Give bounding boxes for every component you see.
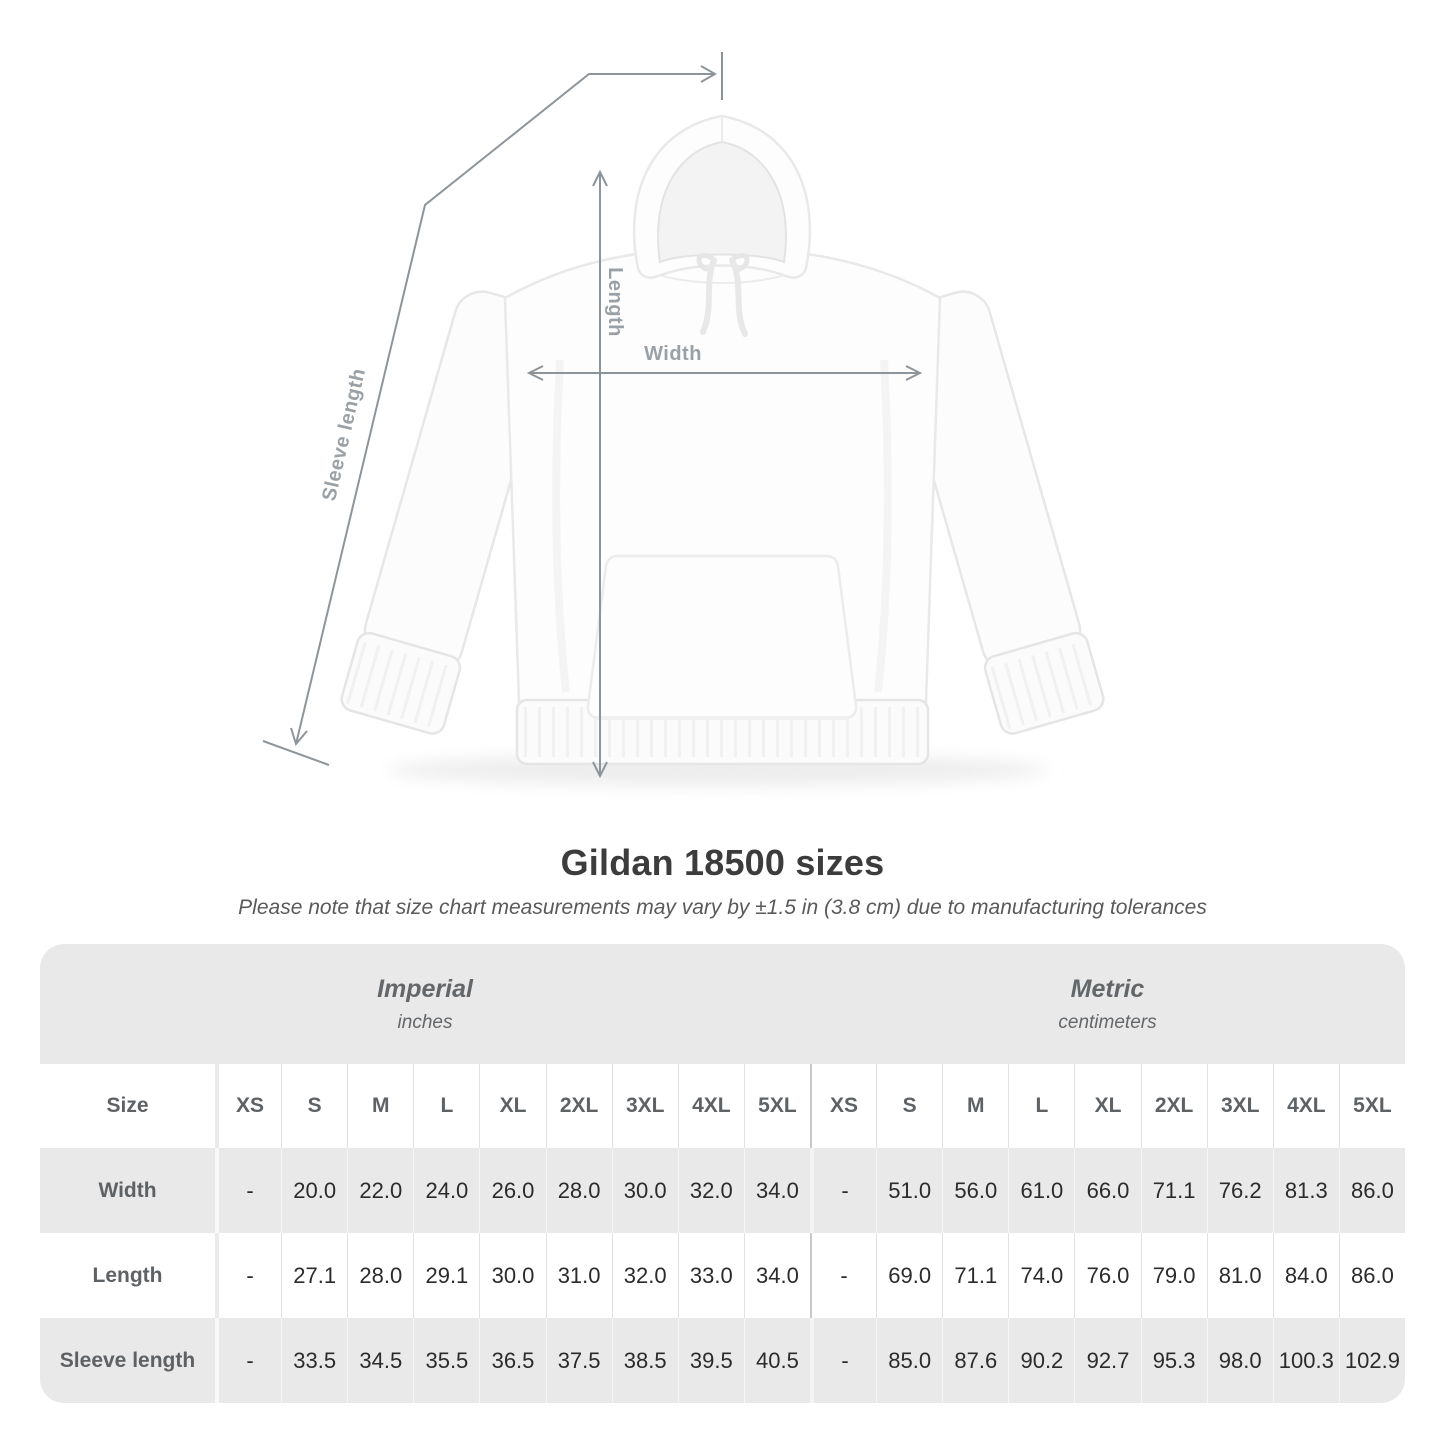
sleeve-metric-3xl: 98.0	[1207, 1318, 1273, 1403]
hoodie-illustration	[339, 116, 1106, 786]
length-metric-m: 71.1	[942, 1233, 1008, 1318]
sleeve-imperial-xs: -	[215, 1318, 281, 1403]
sleeve-metric-5xl: 102.9	[1339, 1318, 1405, 1403]
size-col-imperial-3xl: 3XL	[612, 1064, 678, 1148]
size-col-metric-xs: XS	[810, 1064, 876, 1148]
width-metric-3xl: 76.2	[1207, 1148, 1273, 1233]
sleeve-length-label: Sleeve length	[318, 366, 371, 504]
sleeve-metric-2xl: 95.3	[1141, 1318, 1207, 1403]
width-metric-m: 56.0	[942, 1148, 1008, 1233]
size-col-metric-m: M	[942, 1064, 1008, 1148]
size-col-metric-2xl: 2XL	[1141, 1064, 1207, 1148]
sleeve-imperial-m: 34.5	[347, 1318, 413, 1403]
size-header-row	[40, 1064, 1405, 1148]
length-metric-xs: -	[810, 1233, 876, 1318]
table-row-sleeve-length	[40, 1318, 1405, 1403]
sleeve-imperial-3xl: 38.5	[612, 1318, 678, 1403]
width-metric-2xl: 71.1	[1141, 1148, 1207, 1233]
size-col-imperial-xl: XL	[479, 1064, 545, 1148]
row-header-length: Length	[92, 1263, 163, 1287]
width-imperial-s: 20.0	[281, 1148, 347, 1233]
size-col-imperial-5xl: 5XL	[744, 1064, 810, 1148]
length-imperial-xs: -	[215, 1233, 281, 1318]
length-metric-xl: 76.0	[1074, 1233, 1140, 1318]
metric-group-header	[810, 944, 1405, 1064]
row-header-width: Width	[98, 1178, 157, 1202]
unit-group-header-row	[40, 944, 1405, 1064]
width-imperial-xl: 26.0	[479, 1148, 545, 1233]
length-metric-3xl: 81.0	[1207, 1233, 1273, 1318]
width-imperial-3xl: 30.0	[612, 1148, 678, 1233]
size-col-metric-s: S	[876, 1064, 942, 1148]
size-col-metric-xl: XL	[1074, 1064, 1140, 1148]
sleeve-metric-l: 90.2	[1008, 1318, 1074, 1403]
width-metric-4xl: 81.3	[1273, 1148, 1339, 1233]
width-metric-s: 51.0	[876, 1148, 942, 1233]
tolerance-note: Please note that size chart measurements may vary by ±1.5 in (3.8 cm) due to manufacturing tolerances	[238, 896, 1207, 919]
imperial-label: Imperial	[377, 974, 473, 1003]
metric-label: Metric	[1070, 974, 1145, 1003]
length-metric-s: 69.0	[876, 1233, 942, 1318]
sleeve-metric-s: 85.0	[876, 1318, 942, 1403]
sleeve-imperial-5xl: 40.5	[744, 1318, 810, 1403]
width-metric-l: 61.0	[1008, 1148, 1074, 1233]
size-col-imperial-m: M	[347, 1064, 413, 1148]
size-col-metric-5xl: 5XL	[1339, 1064, 1405, 1148]
width-metric-xs: -	[810, 1148, 876, 1233]
page-title: Gildan 18500 sizes	[560, 842, 885, 883]
sleeve-metric-4xl: 100.3	[1273, 1318, 1339, 1403]
length-metric-4xl: 84.0	[1273, 1233, 1339, 1318]
sleeve-imperial-l: 35.5	[413, 1318, 479, 1403]
length-imperial-l: 29.1	[413, 1233, 479, 1318]
length-metric-l: 74.0	[1008, 1233, 1074, 1318]
length-imperial-m: 28.0	[347, 1233, 413, 1318]
width-imperial-l: 24.0	[413, 1148, 479, 1233]
sleeve-metric-m: 87.6	[942, 1318, 1008, 1403]
size-col-imperial-l: L	[413, 1064, 479, 1148]
size-col-metric-3xl: 3XL	[1207, 1064, 1273, 1148]
width-metric-xl: 66.0	[1074, 1148, 1140, 1233]
sleeve-imperial-s: 33.5	[281, 1318, 347, 1403]
metric-unit-label: centimeters	[1058, 1011, 1157, 1033]
width-label: Width	[644, 343, 702, 365]
length-metric-2xl: 79.0	[1141, 1233, 1207, 1318]
width-imperial-m: 22.0	[347, 1148, 413, 1233]
sleeve-imperial-4xl: 39.5	[678, 1318, 744, 1403]
size-col-imperial-s: S	[281, 1064, 347, 1148]
size-col-imperial-2xl: 2XL	[546, 1064, 612, 1148]
length-imperial-4xl: 33.0	[678, 1233, 744, 1318]
row-header-sleeve-length: Sleeve length	[59, 1348, 196, 1372]
size-col-imperial-4xl: 4XL	[678, 1064, 744, 1148]
width-imperial-xs: -	[215, 1148, 281, 1233]
width-metric-5xl: 86.0	[1339, 1148, 1405, 1233]
length-metric-5xl: 86.0	[1339, 1233, 1405, 1318]
width-imperial-2xl: 28.0	[546, 1148, 612, 1233]
size-col-metric-4xl: 4XL	[1273, 1064, 1339, 1148]
table-row-width	[40, 1148, 1405, 1233]
size-column-header: Size	[106, 1094, 149, 1117]
imperial-group-header	[40, 944, 810, 1064]
sleeve-imperial-xl: 36.5	[479, 1318, 545, 1403]
length-imperial-3xl: 32.0	[612, 1233, 678, 1318]
size-col-metric-l: L	[1008, 1064, 1074, 1148]
table-row-length	[40, 1233, 1405, 1318]
length-imperial-2xl: 31.0	[546, 1233, 612, 1318]
size-col-imperial-xs: XS	[215, 1064, 281, 1148]
width-imperial-5xl: 34.0	[744, 1148, 810, 1233]
imperial-unit-label: inches	[397, 1011, 453, 1033]
sleeve-metric-xl: 92.7	[1074, 1318, 1140, 1403]
sleeve-metric-xs: -	[810, 1318, 876, 1403]
width-imperial-4xl: 32.0	[678, 1148, 744, 1233]
length-label: Length	[604, 267, 626, 337]
length-imperial-5xl: 34.0	[744, 1233, 810, 1318]
length-imperial-s: 27.1	[281, 1233, 347, 1318]
size-table	[40, 944, 1405, 1403]
length-imperial-xl: 30.0	[479, 1233, 545, 1318]
sleeve-imperial-2xl: 37.5	[546, 1318, 612, 1403]
